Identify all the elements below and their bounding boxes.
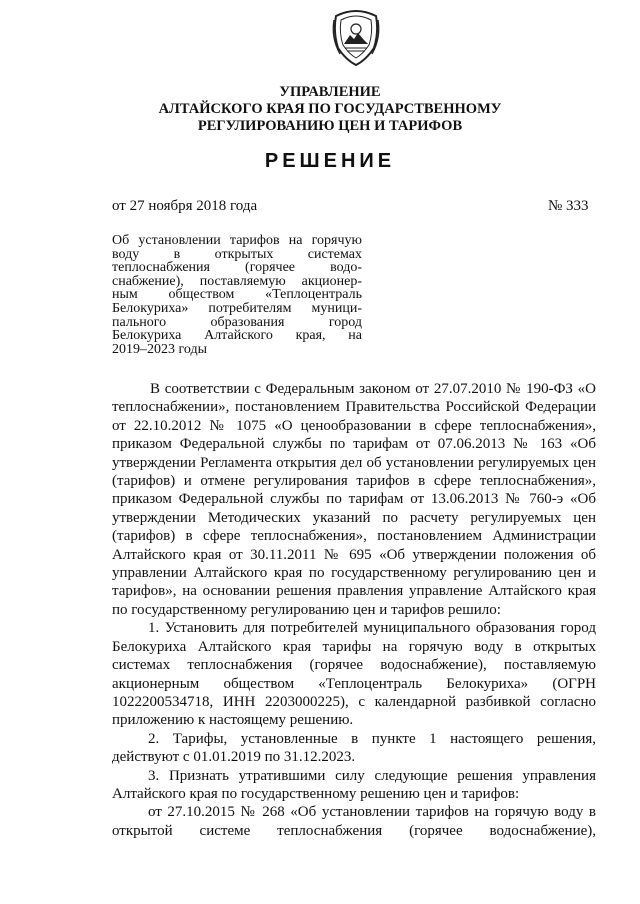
subject-line: снабжение), поставляемую акционер- (112, 273, 362, 289)
subject-line: воду в открытых системах (112, 246, 362, 262)
subject-line: пального образования город (112, 314, 362, 330)
body-line: системах теплоснабжения (горячее водоснабжение), поставляемую (112, 657, 596, 674)
body-line: приложению к настоящему решению. (112, 712, 354, 729)
body-line: приказом Федеральной службы по тарифам от 07.06.2013 № 163 «Об (112, 436, 596, 453)
body-line: Алтайского края от 30.11.2011 № 695 «Об утверждении положения об (112, 546, 596, 563)
body-line: тарифов», на основании решения правления управление Алтайского края (112, 583, 596, 600)
document-body (112, 380, 596, 840)
subject-line: ным обществом «Теплоцентраль (112, 287, 362, 303)
body-line: приказом Федеральной службы по тарифам от 13.06.2013 № 760-э «Об (112, 491, 596, 508)
body-line: (тарифов) в сфере теплоснабжения», постановлением Администрации (112, 528, 596, 545)
body-line: от 27.10.2015 № 268 «Об установлении тарифов на горячую воду в (148, 804, 596, 821)
body-line: 3. Признать утратившими силу следующие решения управления (148, 767, 596, 784)
body-line: теплоснабжении», постановлением Правительства Российской Федерации (112, 399, 596, 416)
body-line: утверждении Регламента открытия дел об установлении регулируемых цен (112, 454, 596, 471)
body-line: 1. Установить для потребителей муниципального образования город (148, 620, 596, 637)
body-line: (тарифов) и отмене регулирования тарифов в сфере теплоснабжения», (112, 473, 596, 490)
body-line: В соответствии с Федеральным законом от 27.07.2010 № 190-ФЗ «О (150, 381, 596, 397)
document-number: № 333 (548, 198, 589, 214)
document-date: от 27 ноября 2018 года (112, 198, 258, 214)
body-line: действуют с 01.01.2019 по 31.12.2023. (112, 749, 356, 766)
body-line: 2. Тарифы, установленные в пункте 1 настоящего решения, (148, 730, 596, 747)
body-line: открытой системе теплоснабжения (горячее водоснабжение), (112, 822, 596, 839)
coat-of-arms-emblem (330, 8, 382, 68)
body-line: 1022200534718, ИНН 2203000225), с календарной разбивкой согласно (112, 693, 596, 710)
org-line: АЛТАЙСКОГО КРАЯ ПО ГОСУДАРСТВЕННОМУ (158, 101, 502, 117)
body-line: Белокуриха Алтайского края тарифы на горячую воду в открытых (112, 638, 596, 655)
organization-name (100, 84, 560, 135)
org-line: РЕГУЛИРОВАНИЮ ЦЕН И ТАРИФОВ (197, 118, 463, 134)
subject-line: Белокуриха» потребителям муници- (112, 300, 362, 316)
subject-line: Белокуриха Алтайского края, на (112, 328, 362, 344)
org-line: УПРАВЛЕНИЕ (279, 84, 381, 100)
subject-line: Об установлении тарифов на горячую (112, 233, 362, 248)
body-line: акционерным обществом «Теплоцентраль Белокуриха» (ОГРН (112, 675, 596, 692)
body-line: Алтайского края по государственному решению цен и тарифов: (112, 785, 520, 802)
body-line: по государственному регулированию цен и тарифов решило: (112, 601, 501, 618)
body-line: утверждении Методических указаний по расчету регулируемых цен (112, 509, 596, 526)
document-type-title: РЕШЕНИЕ (264, 150, 396, 172)
subject-line: 2019–2023 годы (112, 341, 208, 357)
document-subject (112, 234, 362, 356)
body-line: от 22.10.2012 № 1075 «О ценообразовании в сфере теплоснабжения», (112, 417, 596, 434)
subject-line: теплоснабжения (горячее водо- (112, 260, 362, 276)
body-line: управлении Алтайского края по государственному регулированию цен и (112, 565, 596, 582)
